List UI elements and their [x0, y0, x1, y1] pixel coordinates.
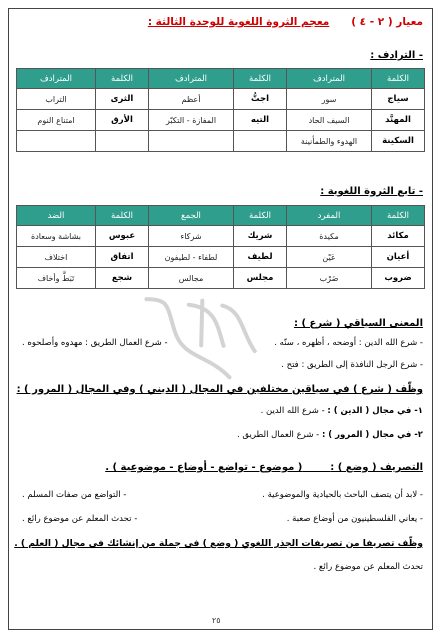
column-header: الجمع [149, 206, 234, 226]
page-title [148, 16, 423, 28]
unit-title: معجم الثروة اللغوية للوحدة الثالثة : [147, 16, 330, 28]
contextual-line-1a: - شرع الله الدين : أوضحه ، أظهره ، سنّه . [274, 338, 423, 348]
column-header: الضد [17, 206, 96, 226]
conjugation-line-1a: - لابد أن يتصف الباحث بالحيادية والموضوعية . [262, 490, 423, 500]
table-cell: السيف الحاد [287, 110, 372, 131]
table-cell: شجع [96, 268, 149, 289]
usage-shara-heading: وظّف ( شرع ) في سياقين مختلفين في المجال ( الديني ) وفي المجال ( المرور ) : [16, 384, 423, 395]
table-row [17, 268, 425, 289]
table-cell: سور [287, 89, 372, 110]
table-cell: المفازة - التكبّر [149, 110, 234, 131]
table-cell: بشاشة وسعادة [17, 226, 96, 247]
table-row [17, 110, 425, 131]
table-cell: مكائد [372, 226, 425, 247]
table-cell [96, 131, 149, 152]
conjugation-line-1b: - التواضع من صفات المسلم . [22, 490, 127, 500]
usage-shara-text-2: - شرع العمال الطريق . [236, 430, 320, 440]
column-header: الكلمة [96, 69, 149, 89]
column-header: الكلمة [234, 69, 287, 89]
synonyms-table [16, 68, 425, 152]
table-row [17, 131, 425, 152]
table-cell: المهنَّد [372, 110, 425, 131]
table-cell [234, 131, 287, 152]
table-cell: شركاء [149, 226, 234, 247]
usage-shara-text-1: - شرع الله الدين . [260, 406, 325, 416]
table-cell: ضروب [372, 268, 425, 289]
table-cell: شريك [234, 226, 287, 247]
column-header: الكلمة [234, 206, 287, 226]
table-cell: امتناع النوم [17, 110, 96, 131]
usage-shara-line-2 [237, 430, 423, 440]
table-cell: اتفاق [96, 247, 149, 268]
table-cell [17, 131, 96, 152]
table-cell: التيه [234, 110, 287, 131]
contextual-meaning-heading: المعنى السياقي ( شرع ) : [293, 318, 423, 329]
followup-heading: - تابع الثروة اللغوية : [320, 186, 423, 197]
table-cell: أعظم [149, 89, 234, 110]
conjugation-forms: ( موضوع - تواضع - أوضاع - موضوعية ) . [105, 462, 303, 473]
column-header: الكلمة [372, 69, 425, 89]
table-cell: مكيدة [287, 226, 372, 247]
table-cell: تَبَطَّ وأخاف [17, 268, 96, 289]
followup-table [16, 205, 425, 289]
table-cell: لطيف [234, 247, 287, 268]
usage-shara-line-1 [261, 406, 423, 416]
contextual-line-1b: - شرع العمال الطريق : مهدوه وأصلحوه . [22, 338, 168, 348]
table-cell: اجتُّ [234, 89, 287, 110]
synonyms-heading: - الترادف : [370, 50, 423, 61]
table-row [17, 89, 425, 110]
table-header-row [17, 69, 425, 89]
table-cell: الأرق [96, 110, 149, 131]
table-cell: عبوس [96, 226, 149, 247]
conjugation-label: التصريف ( وضع ) : [330, 462, 423, 473]
table-row [17, 247, 425, 268]
column-header: الكلمة [372, 206, 425, 226]
usage-shara-label-2: ٢- في مجال ( المرور ) : [321, 430, 423, 440]
table-cell: التراب [17, 89, 96, 110]
contextual-line-2: - شرع الرجل النافذة إلى الطريق : فتح . [281, 360, 423, 370]
table-cell: أعيان [372, 247, 425, 268]
table-cell: اختلاف [17, 247, 96, 268]
conjugation-line-2a: - يعاني الفلسطينيون من أوضاع صعبة . [286, 514, 423, 524]
usage-shara-label-1: ١- في مجال ( الدين ) : [327, 406, 423, 416]
table-cell: الثرى [96, 89, 149, 110]
table-cell: مجلس [234, 268, 287, 289]
usage-root-heading: وظّف تصريفا من تصريفات الجذر اللغوي ( وضع ) في جملة من إنشائك في مجال ( العلم ) . [14, 538, 423, 549]
column-header: المترادف [149, 69, 234, 89]
table-cell: السكينة [372, 131, 425, 152]
standard-code: معيار ( ٢ - ٤ ) [351, 16, 423, 28]
table-cell: عَيْن [287, 247, 372, 268]
table-header-row [17, 206, 425, 226]
column-header: المترادف [17, 69, 96, 89]
table-row [17, 226, 425, 247]
table-cell: لطفاء - لطيفون [149, 247, 234, 268]
column-header: الكلمة [96, 206, 149, 226]
table-cell: ضَرْب [287, 268, 372, 289]
table-cell: سياج [372, 89, 425, 110]
usage-root-answer: تحدث المعلم عن موضوع رائع . [313, 562, 423, 572]
table-cell: الهدوء والطمأنينة [287, 131, 372, 152]
conjugation-line-2b: - تحدث المعلم عن موضوع رائع . [22, 514, 138, 524]
table-cell [149, 131, 234, 152]
conjugation-heading [105, 462, 423, 473]
column-header: المفرد [287, 206, 372, 226]
page-number: ٢٥ [212, 616, 221, 625]
column-header: المترادف [287, 69, 372, 89]
table-cell: مجالس [149, 268, 234, 289]
